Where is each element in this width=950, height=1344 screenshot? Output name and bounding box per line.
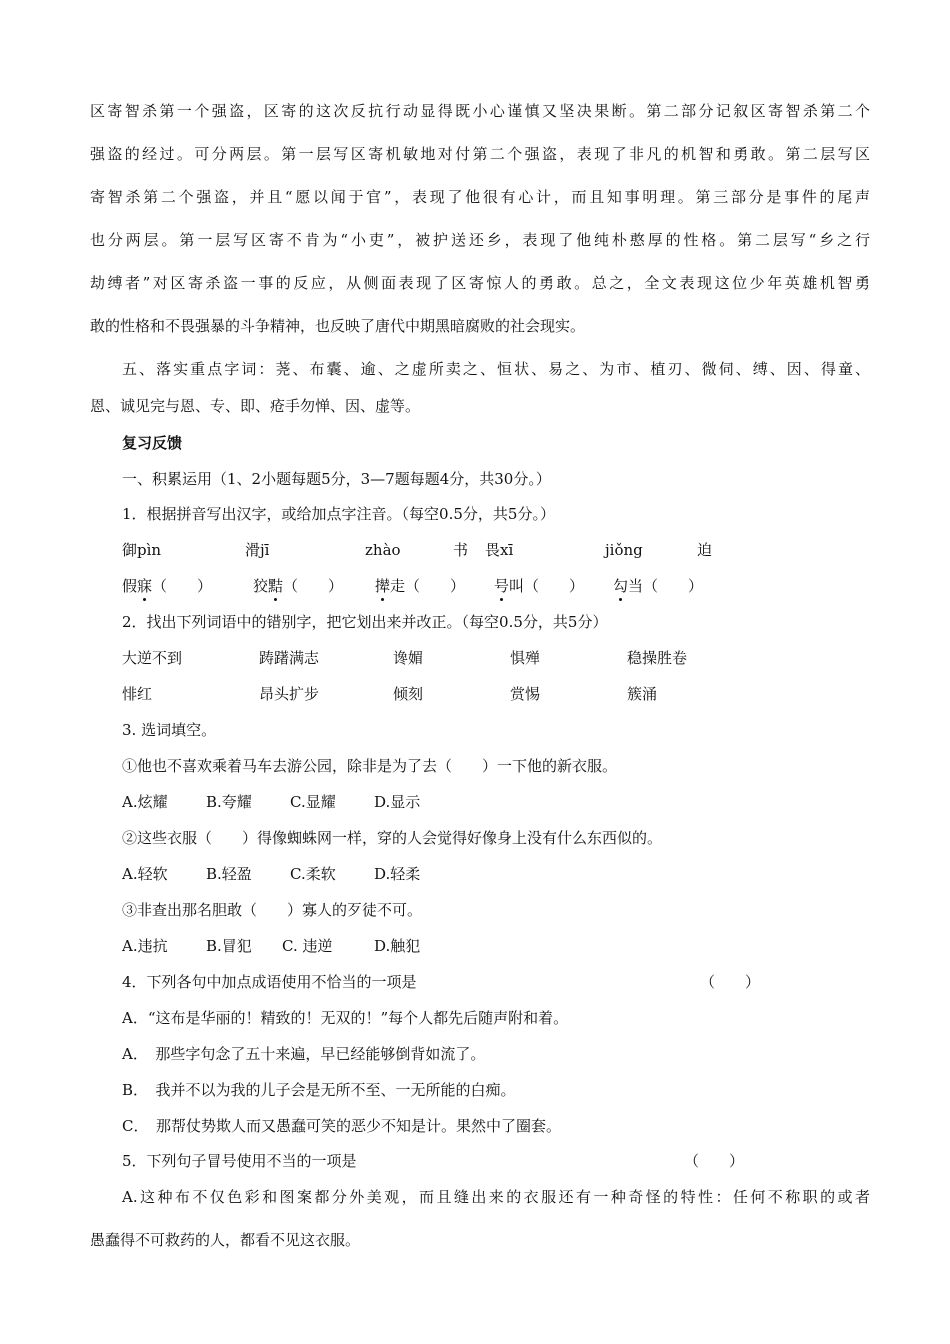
paragraph-line: 五、落实重点字词：荛、布囊、逾、之虚所卖之、恒状、易之、为市、植刃、微伺、缚、因、得童、 (122, 360, 870, 378)
paragraph-line: 恩、诚见完与恩、专、即、疮手勿惮、因、虚等。 (90, 397, 421, 415)
word-item: 踌躇满志 (259, 649, 320, 667)
answer-paren: （ ） (700, 973, 761, 991)
question-stem: 5．下列句子冒号使用不当的一项是 (122, 1152, 357, 1170)
question-stem: 3. 选词填空。 (122, 721, 217, 739)
answer-blank: 走（ ） (390, 577, 466, 595)
paragraph-line: 寄智杀第二个强盗，并且“愿以闻于官”，表现了他很有心计，而且知事明理。第三部分是事件的尾声 (90, 188, 870, 206)
annotate-item (613, 576, 703, 596)
option: B． 我并不以为我的儿子会是无所不至、一无所能的白痴。 (122, 1081, 516, 1099)
dotted-char: 撵 (375, 577, 391, 595)
fill-sentence: ②这些衣服（ ）得像蜘蛛网一样，穿的人会觉得好像身上没有什么东西似的。 (122, 829, 663, 847)
option: A． 那些字句念了五十来遍，早已经能够倒背如流了。 (122, 1045, 486, 1063)
dotted-char: 寐 (137, 577, 153, 595)
annotate-item (122, 576, 212, 596)
fill-sentence: ①他也不喜欢乘着马车去游公园，除非是为了去（ ）一下他的新衣服。 (122, 757, 618, 775)
option: C.显耀 (290, 793, 336, 811)
section-heading: 复习反馈 (122, 434, 183, 452)
pinyin-item: 迫 (697, 541, 713, 559)
question-stem: 2．找出下列词语中的错别字，把它划出来并改正。（每空0.5分，共5分） (122, 613, 608, 631)
answer-blank: （ ） (152, 577, 213, 595)
word-item: 谗媚 (393, 649, 424, 667)
option: B.冒犯 (206, 937, 252, 955)
answer-blank: 叫（ ） (509, 577, 585, 595)
option: A.轻软 (122, 865, 168, 883)
pinyin-item: 御pìn (122, 541, 162, 559)
paragraph-line: 区寄智杀第一个强盗，区寄的这次反抗行动显得既小心谨慎又坚决果断。第二部分记叙区寄智杀第二个 (90, 102, 870, 120)
option: A.违抗 (122, 937, 168, 955)
dotted-char: 勾 (613, 577, 629, 595)
word-item: 昂头扩步 (259, 685, 320, 703)
question-stem: 4．下列各句中加点成语使用不恰当的一项是 (122, 973, 417, 991)
paragraph-line: 也分两层。第一层写区寄不肯为“小吏”，被护送还乡，表现了他纯朴憨厚的性格。第二层写“乡之行 (90, 231, 870, 249)
word-item: 悱红 (122, 685, 153, 703)
word-item: 惧殚 (510, 649, 541, 667)
paragraph-line: 敢的性格和不畏强暴的斗争精神，也反映了唐代中期黑暗腐败的社会现实。 (90, 317, 586, 335)
pinyin-item: zhào (365, 541, 401, 559)
dotted-char: 号 (494, 577, 510, 595)
section-title: 一、积累运用（1、2小题每题5分，3—7题每题4分，共30分。） (122, 470, 551, 488)
answer-blank: 当（ ） (628, 577, 704, 595)
word-item: 稳操胜卷 (627, 649, 688, 667)
dotted-char: 黠 (268, 577, 284, 595)
answer-paren: （ ） (684, 1152, 745, 1170)
paragraph-line: 劫缚者”对区寄杀盗一事的反应，从侧面表现了区寄惊人的勇敢。总之，全文表现这位少年英雄机智勇 (90, 274, 870, 292)
option: B.轻盈 (206, 865, 252, 883)
pinyin-item: 畏xī (485, 541, 514, 559)
question-stem: 1．根据拼音写出汉字，或给加点字注音。（每空0.5分，共5分。） (122, 505, 555, 523)
fill-sentence: ③非查出那名胆敢（ ）寡人的歹徒不可。 (122, 901, 423, 919)
plain-char: 狡 (253, 577, 269, 595)
annotate-item (253, 576, 343, 596)
word-item: 倾刻 (393, 685, 424, 703)
option: D.显示 (374, 793, 421, 811)
paragraph-line: 强盗的经过。可分两层。第一层写区寄机敏地对付第二个强盗，表现了非凡的机智和勇敢。第二层写区 (90, 145, 870, 163)
option: A.这种布不仅色彩和图案都分外美观，而且缝出来的衣服还有一种奇怪的特性：任何不称职的或者 (122, 1188, 870, 1206)
pinyin-item: 书 (453, 541, 469, 559)
option: B.夸耀 (206, 793, 252, 811)
answer-blank: （ ） (283, 577, 344, 595)
option: A.炫耀 (122, 793, 168, 811)
option: D.轻柔 (374, 865, 421, 883)
pinyin-item: jiǒng (605, 541, 643, 559)
option: C.柔软 (290, 865, 336, 883)
option: C． 那帮仗势欺人而又愚蠢可笑的恶少不知是计。果然中了圈套。 (122, 1117, 561, 1135)
plain-char: 假 (122, 577, 138, 595)
option: A．“这布是华丽的！精致的！无双的！”每个人都先后随声附和着。 (122, 1009, 569, 1027)
option: C. 违逆 (282, 937, 333, 955)
option: D.触犯 (374, 937, 421, 955)
option: 愚蠢得不可救药的人，都看不见这衣服。 (90, 1231, 361, 1249)
annotate-item (375, 576, 465, 596)
word-item: 赏惕 (510, 685, 541, 703)
word-item: 簇涌 (627, 685, 658, 703)
annotate-item (494, 576, 584, 596)
pinyin-item: 滑jī (245, 541, 270, 559)
word-item: 大逆不到 (122, 649, 183, 667)
